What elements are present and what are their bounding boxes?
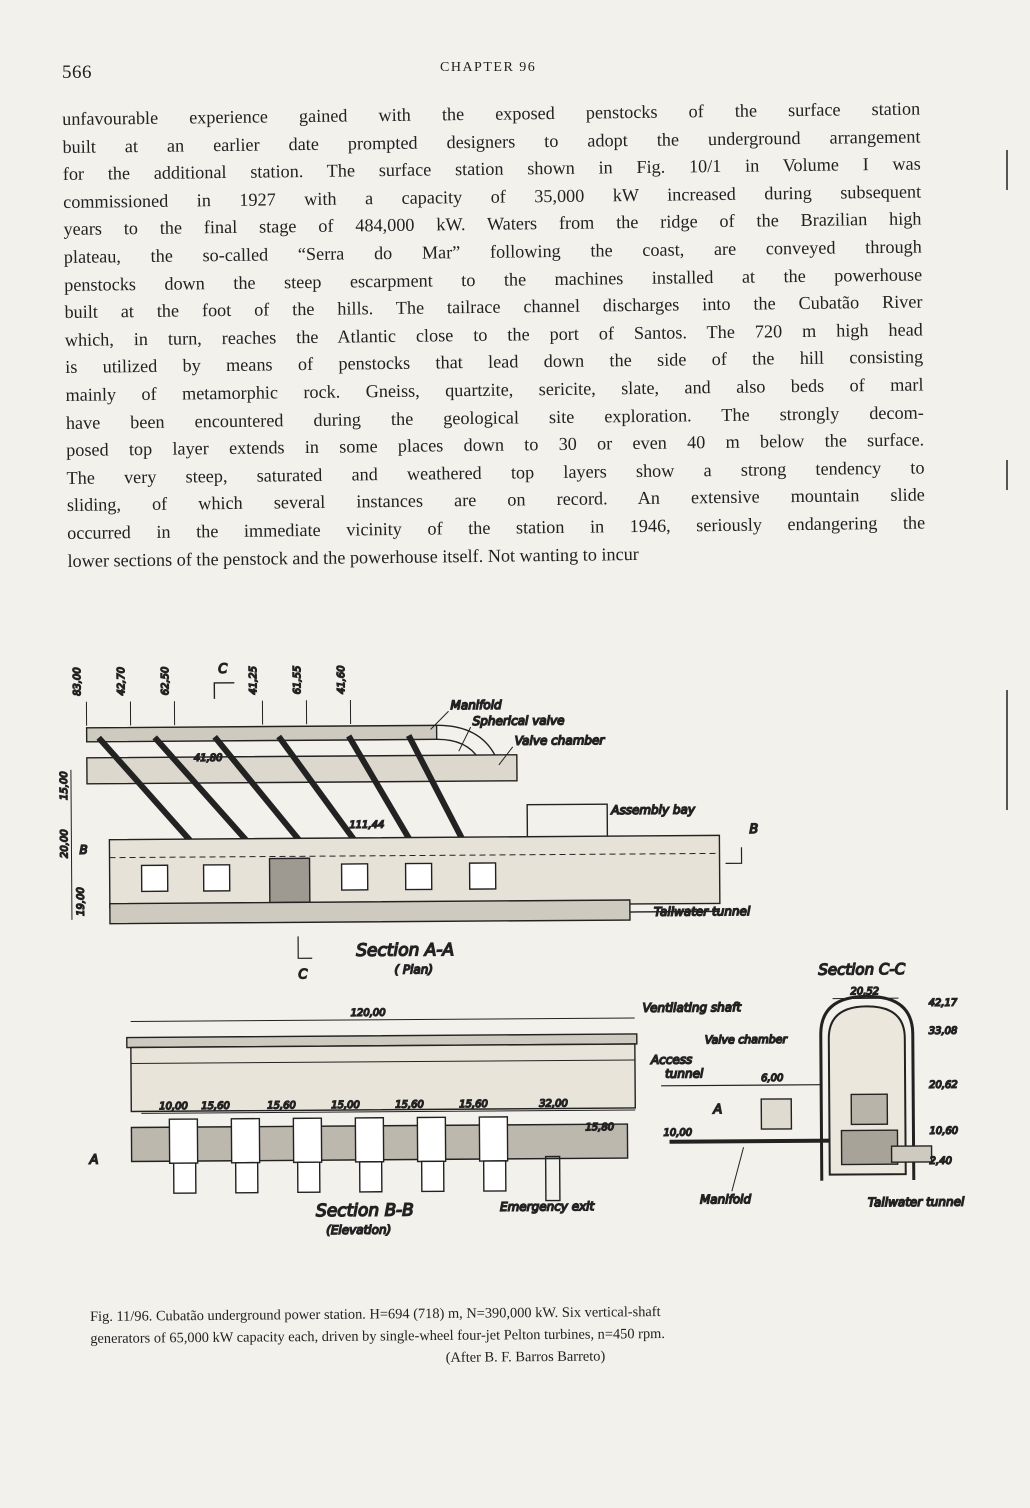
label-tailwater-tunnel: Tailwater tunnel <box>653 904 751 919</box>
section-bb-subtitle: (Elevation) <box>326 1222 392 1238</box>
text-line: commissioned in 1927 with a capacity of 35,000 kW increased during subsequent <box>63 181 922 212</box>
section-mark-a-right: A <box>713 1102 723 1118</box>
body-text <box>62 96 926 576</box>
dim-label: 15,00 <box>58 771 71 800</box>
elevation-section-bb <box>88 1000 744 1239</box>
elev-label: 2,40 <box>929 1155 952 1167</box>
label-emergency-exit: Emergency exit <box>499 1199 595 1214</box>
dim-spacing: 10,00 <box>159 1101 188 1113</box>
elev-label: 42,17 <box>928 997 958 1009</box>
label-access-tunnel: tunnel <box>664 1066 704 1081</box>
section-mark-b-right: B <box>749 822 759 838</box>
elev-label: 41,60 <box>336 665 348 695</box>
dim-spacing: 15,60 <box>267 1100 296 1112</box>
generator-cc <box>851 1094 887 1124</box>
label-assembly-bay: Assembly bay <box>611 802 695 818</box>
emergency-exit-shaft <box>546 1157 560 1201</box>
running-head: CHAPTER 96 <box>440 60 537 75</box>
scan-edge-mark <box>1006 460 1008 490</box>
dim-spacing: 15,60 <box>459 1099 488 1111</box>
elev-label: 10,00 <box>663 1127 693 1139</box>
text-line: penstocks down the steep escarpment to the machines installed at the powerhouse <box>64 264 923 295</box>
text-line: have been encountered during the geological site exploration. The strongly decom- <box>65 402 924 433</box>
text-line: which, in turn, reaches the Atlantic close to the port of Santos. The 720 m high head <box>64 319 923 350</box>
label-access-tunnel: Access <box>650 1052 693 1067</box>
manifold-band <box>87 725 437 741</box>
draft-tubes <box>174 1161 506 1193</box>
text-line: mainly of metamorphic rock. Gneiss, quartzite, sericite, slate, and also beds of marl <box>65 374 924 405</box>
section-bb-title: Section B-B <box>315 1200 414 1222</box>
text-line: posed top layer extends in some places down to 30 or even 40 m below the surface. <box>66 429 925 461</box>
section-cut-line <box>214 683 234 699</box>
section-aa-title: Section A-A <box>356 940 455 961</box>
dim-spacing: 15,60 <box>395 1099 424 1111</box>
label-manifold-bottom: Manifold <box>699 1192 752 1207</box>
dim-label: 6,00 <box>761 1072 784 1085</box>
text-line: sliding, of which several instances are on record. An extensive mountain slide <box>66 484 925 516</box>
dim-spacing: 32,00 <box>539 1098 568 1110</box>
elev-label: 42,70 <box>116 666 128 696</box>
elev-label: 41,25 <box>248 665 260 695</box>
figure-caption <box>90 1298 961 1372</box>
caption-line: Fig. 11/96. Cubatão underground power station. H=694 (718) m, N=390,000 kW. Six vertical-shaft <box>90 1304 661 1325</box>
scan-edge-mark <box>1006 150 1008 190</box>
elev-label: 10,60 <box>929 1125 959 1137</box>
dim-total-length: 120,00 <box>350 1007 386 1019</box>
plan-section-aa <box>58 658 759 984</box>
dim-label: 19,00 <box>75 887 87 916</box>
section-mark-a-left: A <box>89 1152 99 1168</box>
turbine-pit-cc <box>841 1130 897 1164</box>
text-line: unfavourable experience gained with the exposed penstocks of the surface station <box>62 98 921 129</box>
valve-housing <box>761 1099 791 1129</box>
page-number: 566 <box>62 62 92 83</box>
figure-drawing <box>58 634 992 1240</box>
label-valve-chamber: Valve chamber <box>514 733 605 748</box>
dim-width: 20,52 <box>850 986 880 998</box>
text-line: built at the foot of the hills. The tailrace channel discharges into the Cubatão River <box>64 291 923 323</box>
elev-label: 33,08 <box>928 1025 958 1037</box>
label-spherical-valve: Spherical valve <box>472 713 565 729</box>
section-mark-c-bottom: C <box>298 967 308 983</box>
text-line: built at an earlier date prompted designers to adopt the underground arrangement <box>62 126 921 157</box>
text-line: is utilized by means of penstocks that lead down the side of the hill consisting <box>65 346 924 378</box>
dim-label: 20,00 <box>59 829 71 858</box>
label-valve-chamber-bb: Valve chamber <box>704 1032 787 1047</box>
caption-credit: (After B. F. Barros Barreto) <box>445 1348 606 1366</box>
label-tailwater-tunnel-cc: Tailwater tunnel <box>867 1194 965 1210</box>
section-aa-subtitle: ( Plan) <box>394 962 434 977</box>
elev-label: 41,80 <box>193 752 223 765</box>
text-line: occurred in the immediate vicinity of the station in 1946, seriously endangering the <box>67 512 926 543</box>
label-manifold: Manifold <box>450 697 502 713</box>
section-mark-b-left: B <box>79 842 88 857</box>
section-cc-title: Section C-C <box>818 960 906 979</box>
text-line: lower sections of the penstock and the powerhouse itself. Not wanting to incur <box>67 543 639 571</box>
cross-section-cc <box>818 960 965 1210</box>
top-elevation-markers <box>86 700 350 726</box>
text-line: The very steep, saturated and weathered top layers show a strong tendency to <box>66 457 925 488</box>
text-line: years to the final stage of 484,000 kW. Waters from the ridge of the Brazilian high <box>63 208 922 240</box>
scan-edge-mark <box>1006 690 1008 810</box>
penstock-branches <box>99 735 468 852</box>
elev-label: 111,44 <box>349 819 385 831</box>
text-line: plateau, the so-called “Serra do Mar” following the coast, are conveyed through <box>63 236 922 267</box>
tailwater-cc <box>892 1146 932 1162</box>
power-station-figure <box>58 634 992 1240</box>
elev-label: 62,50 <box>160 666 172 696</box>
caption-line: generators of 65,000 kW capacity each, driven by single-wheel four-jet Pelton turbines, n=450 rpm. <box>90 1325 665 1347</box>
dim-spacing: 15,00 <box>331 1099 360 1112</box>
tailrace-row <box>110 900 630 924</box>
elev-label: 61,55 <box>292 665 304 695</box>
elev-label: 83,00 <box>72 667 84 696</box>
text-line: for the additional station. The surface station shown in Fig. 10/1 in Volume I was <box>62 153 921 185</box>
elev-label: 20,62 <box>929 1079 958 1091</box>
section-mark-c-top: C <box>218 661 228 677</box>
dim-spacing: 15,60 <box>201 1100 230 1113</box>
elev-label: 15,80 <box>585 1122 615 1134</box>
label-ventilating-shaft: Ventilating shaft <box>642 1000 742 1015</box>
